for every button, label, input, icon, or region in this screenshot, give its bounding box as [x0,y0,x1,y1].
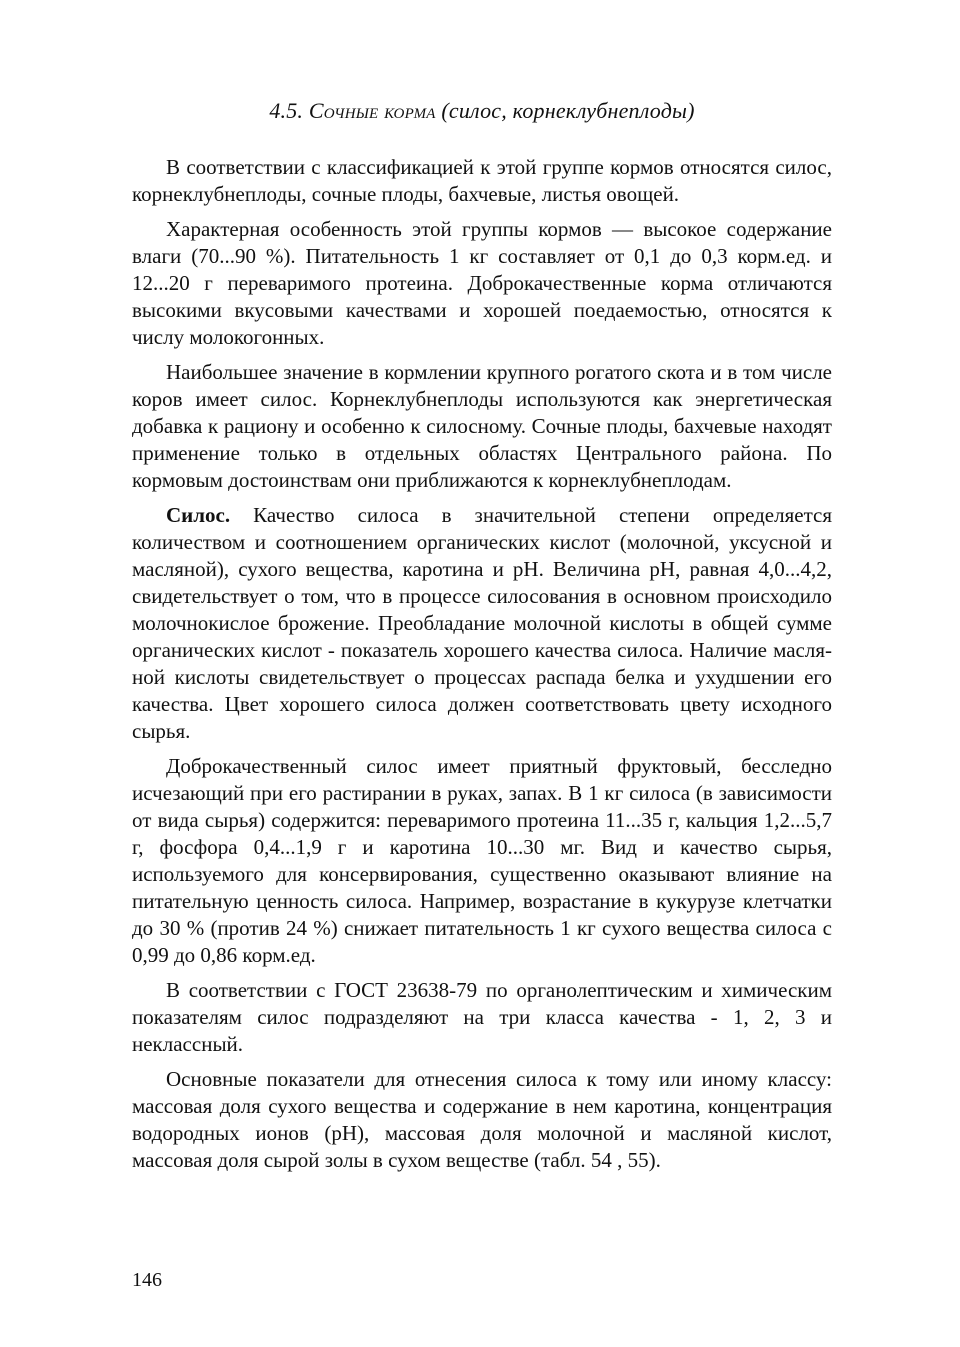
paragraph-6: В соответствии с ГОСТ 23638-79 по органолептическим и химическим показателям силос подразделяют на три класса качества - 1, 2, 3 и неклассный. [132,978,832,1056]
paragraph-4-text: Качество силоса в значительной степени определяется количеством и соотношением органических кислот (молочной, уксусной и масляной), сухого вещества, каротина и pH. Величина pH, равная 4,0...4,2, свидетельствует о том, что в процессе силосования в основном происходило молочнокислое брожение. Преобладание молочной кислоты в общей сумме органических кислот - показатель хорошего качества силоса. Наличие масляной кислоты свидетельствует о процессах распада белка и ухудшении его качества. Цвет хорошего силоса должен соответствовать цвету исходного сырья. [132,503,832,743]
paragraph-4 [132,502,832,745]
section-subtitle: (силос, корнеклубнеплоды) [441,98,695,123]
section-title: Сочные корма [308,98,436,123]
paragraph-7: Основные показатели для отнесения силоса к тому или иному классу: массовая доля сухого вещества и содержание в нем каротина, концентрация водородных ионов (pH), массовая доля молочной и масляной кислот, массовая доля сырой золы в сухом веществе (табл. 54 , 55). [132,1067,832,1172]
paragraph-4-lead: Силос. [166,503,231,527]
section-heading [132,96,832,126]
paragraph-5: Доброкачественный силос имеет приятный фруктовый, бесследно исчезающий при его растирании в руках, запах. В 1 кг силоса (в зависимости от вида сырья) содержится: переваримого протеина 11...35 г, кальция 1,2...5,7 г, фосфора 0,4...1,9 г и каротина 10...30 мг. Вид и качество сырья, используемого для консервирования, существенно оказывают влияние на питательную ценность силоса. Например, возрастание в кукурузе клетчатки до 30 % (против 24 %) снижает питательность 1 кг сухого вещества силоса с 0,99 до 0,86 корм.ед. [132,754,832,967]
paragraph-3: Наибольшее значение в кормлении крупного рогатого скота и в том числе коров имеет силос. Корнеклубнеплоды используются как энергетическая добавка к рациону и особенно к силосному. Сочные плоды, бахчевые находят применение только в отдельных областях Центрального района. По кормовым достоинствам они приближаются к корнеклубнеплодам. [132,360,832,492]
section-number: 4.5. [269,98,304,123]
paragraph-1: В соответствии с классификацией к этой группе кормов относятся силос, корнеклубнеплоды, сочные плоды, бахчевые, листья овощей. [132,155,832,206]
paragraph-2: Характерная особенность этой группы кормов — высокое содержание влаги (70...90 %). Питательность 1 кг составляет от 0,1 до 0,3 корм.ед. и 12...20 г переваримого протеина. Доброкачественные корма отличаются высокими вкусовыми качествами и хорошей поедаемостью, относятся к числу молокогонных. [132,217,832,349]
book-page [132,96,832,1182]
page-number: 146 [132,1269,162,1291]
